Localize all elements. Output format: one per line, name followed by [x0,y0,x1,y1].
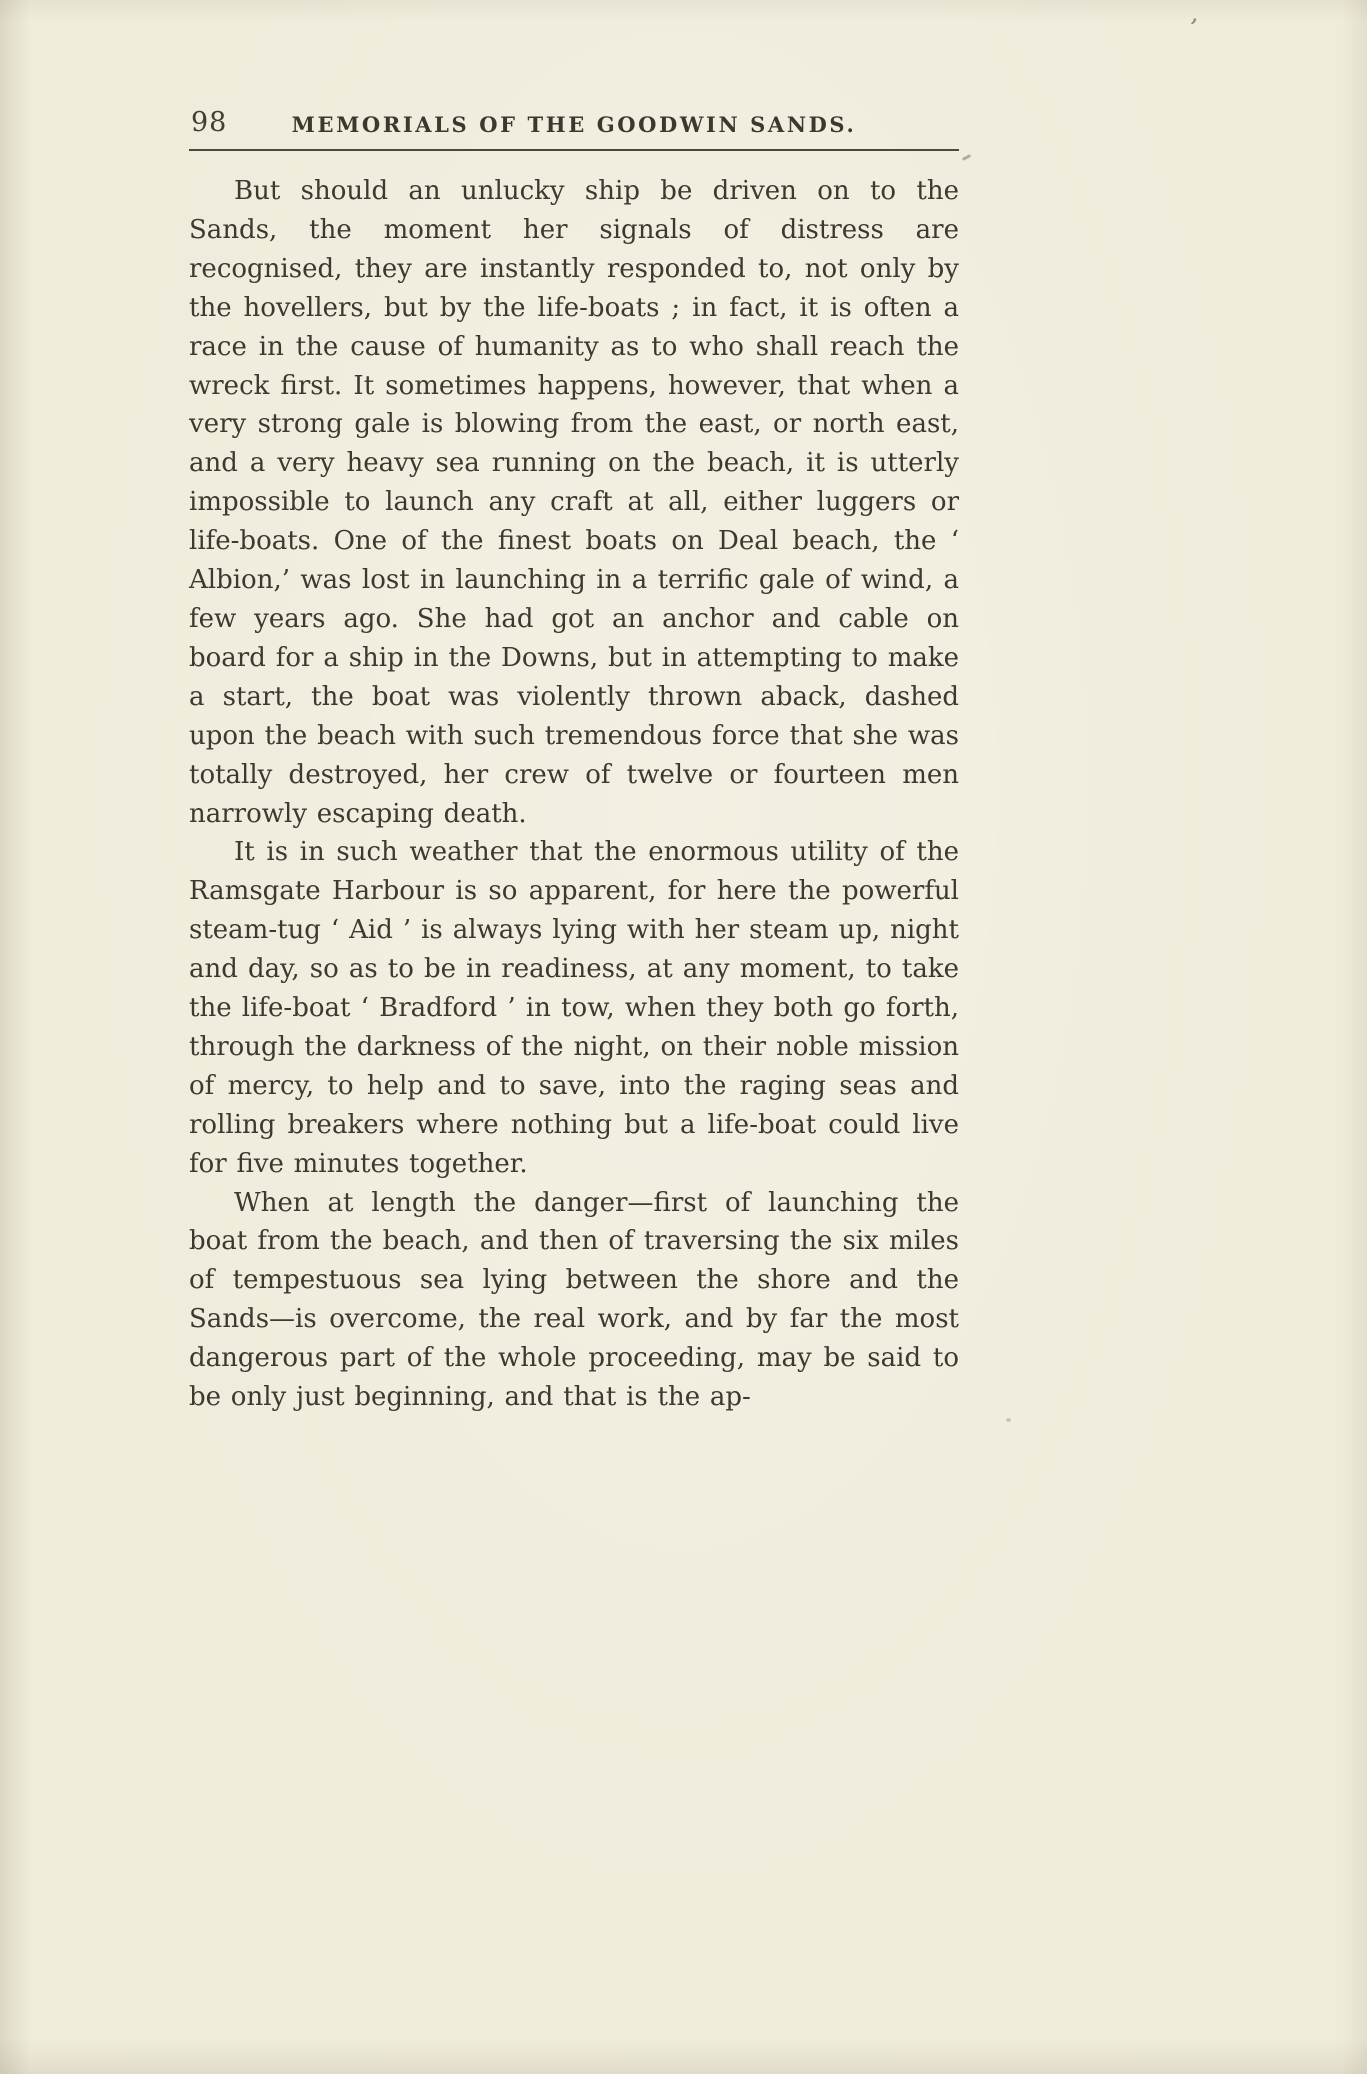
running-head [189,103,959,145]
scan-artifact: ’ [1184,13,1200,45]
running-head-title: MEMORIALS OF THE GOODWIN SANDS. [291,112,857,137]
page-number: 98 [191,107,228,138]
page-text [189,172,959,1417]
header-rule [189,149,959,151]
paragraph-3: When at length the danger—first of launching the boat from the beach, and then of traversing the six miles of tempestuous sea lying between the shore and the Sands—is overcome, the real work, and by far the most dangerous part of the whole proceeding, may be said to be only just beginning, and that is the ap- [189,1187,959,1413]
paragraph-1: But should an unlucky ship be driven on to the Sands, the moment her signals of distress are recognised, they are instantly responded to, not only by the hovellers, but by the life-boats ; in fact, it is often a race in the cause of humanity as to who shall reach the wreck first. It sometimes happens, however, that when a very strong gale is blowing from the east, or north east, and a very heavy sea running on the beach, it is utterly impossible to launch any craft at all, either luggers or life-boats. One of the finest boats on Deal beach, the ‘ Albion,’ was lost in launching in a terrific gale of wind, a few years ago. She had got an anchor and cable on board for a ship in the Downs, but in attempting to make a start, the boat was violently thrown aback, dashed upon the beach with such tremendous force that she was totally destroyed, her crew of twelve or fourteen men narrowly escaping death. [189,176,959,829]
paragraph-2: It is in such weather that the enormous utility of the Ramsgate Harbour is so apparent, for here the powerful steam-tug ‘ Aid ’ is always lying with her steam up, night and day, so as to be in readiness, at any moment, to take the life-boat ‘ Bradford ’ in tow, when they both go forth, through the darkness of the night, on their noble mission of mercy, to help and to save, into the raging seas and rolling breakers where nothing but a life-boat could live for five minutes together. [189,837,959,1179]
page-body [189,103,959,1417]
scan-artifact [962,154,971,161]
scan-artifact [1006,1418,1011,1422]
